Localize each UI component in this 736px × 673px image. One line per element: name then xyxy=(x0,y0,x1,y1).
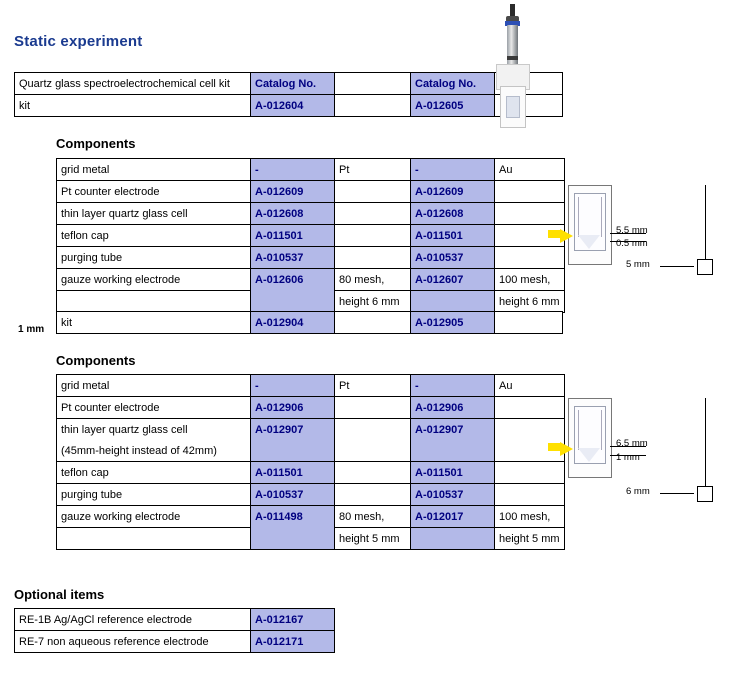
table-cell: Pt xyxy=(335,159,411,181)
table-cell: kit xyxy=(15,95,251,117)
table-cell: - xyxy=(411,375,495,397)
table-cell: A-010537 xyxy=(411,484,495,506)
table-cell: gauze working electrode xyxy=(57,269,251,291)
table-cell: RE-1B Ag/AgCl reference electrode xyxy=(15,609,251,631)
table-row xyxy=(57,484,565,506)
components-table-05mm xyxy=(56,158,565,313)
table-row xyxy=(57,419,565,441)
table-cell: A-012907 xyxy=(251,419,335,441)
cell-diagram-05mm xyxy=(560,185,730,285)
table-cell xyxy=(335,440,411,462)
table-cell xyxy=(411,291,495,313)
optional-items-heading: Optional items xyxy=(14,587,105,602)
table-row xyxy=(15,95,563,117)
table-cell: A-012609 xyxy=(411,181,495,203)
diagram-1mm-dim-a: 6.5 mm xyxy=(616,438,648,449)
table-cell: A-012906 xyxy=(251,397,335,419)
table-row xyxy=(15,631,335,653)
table-cell: A-011501 xyxy=(251,462,335,484)
table-cell xyxy=(495,203,565,225)
diagram-05mm-dim-b: 0.5 mm xyxy=(616,238,648,249)
table-cell: Au xyxy=(495,159,565,181)
diagram-1mm-dim-b: 1 mm xyxy=(616,452,640,463)
table-cell: 100 mesh, xyxy=(495,269,565,291)
table-cell: Pt counter electrode xyxy=(57,181,251,203)
optional-items-table xyxy=(14,608,335,653)
table-cell: A-012907 xyxy=(411,419,495,441)
table-cell: 100 mesh, xyxy=(495,506,565,528)
table-cell: height 5 mm xyxy=(335,528,411,550)
table-row xyxy=(57,225,565,247)
table-row xyxy=(57,506,565,528)
table-cell xyxy=(57,291,251,313)
table-cell xyxy=(335,419,411,441)
table-row xyxy=(57,375,565,397)
table-cell xyxy=(411,528,495,550)
table-cell: A-012604 xyxy=(251,95,335,117)
table-cell xyxy=(335,95,411,117)
table-cell: height 6 mm xyxy=(495,291,565,313)
table-cell: height 5 mm xyxy=(495,528,565,550)
components-table-1mm-body xyxy=(57,375,565,550)
table-cell: A-011501 xyxy=(411,462,495,484)
table-row xyxy=(15,73,563,95)
table-cell: A-012606 xyxy=(251,269,335,291)
table-cell: A-012605 xyxy=(411,95,495,117)
table-cell xyxy=(335,181,411,203)
table-row xyxy=(57,528,565,550)
table-cell xyxy=(335,225,411,247)
table-cell: A-010537 xyxy=(251,484,335,506)
table-cell: A-012905 xyxy=(411,312,495,334)
table-cell: A-010537 xyxy=(251,247,335,269)
table-cell: A-011501 xyxy=(251,225,335,247)
components-table-05mm-body xyxy=(57,159,565,313)
table-cell xyxy=(495,312,563,334)
table-cell: RE-7 non aqueous reference electrode xyxy=(15,631,251,653)
table-cell: A-012171 xyxy=(251,631,335,653)
table-cell: A-012608 xyxy=(411,203,495,225)
table-cell xyxy=(251,528,335,550)
table-cell: A-011501 xyxy=(411,225,495,247)
table-cell: A-012608 xyxy=(251,203,335,225)
table-cell: - xyxy=(411,159,495,181)
table-cell xyxy=(495,247,565,269)
table-cell: teflon cap xyxy=(57,462,251,484)
table-cell xyxy=(411,440,495,462)
table-cell: A-012609 xyxy=(251,181,335,203)
table-cell xyxy=(495,181,565,203)
table-cell: A-012904 xyxy=(251,312,335,334)
table-cell xyxy=(57,528,251,550)
table-row xyxy=(57,291,565,313)
table-cell: teflon cap xyxy=(57,225,251,247)
table-row xyxy=(57,312,563,334)
table-cell: A-012906 xyxy=(411,397,495,419)
table-cell: A-012607 xyxy=(411,269,495,291)
table-cell xyxy=(335,312,411,334)
table-cell: 80 mesh, xyxy=(335,506,411,528)
diagram-05mm-dim-a: 5.5 mm xyxy=(616,225,648,236)
table-cell: gauze working electrode xyxy=(57,506,251,528)
table-cell: A-011498 xyxy=(251,506,335,528)
components-heading-1mm: Components xyxy=(56,353,136,368)
table-row xyxy=(57,397,565,419)
table-cell xyxy=(495,419,565,441)
page-title: Static experiment xyxy=(14,33,143,50)
table-row xyxy=(15,609,335,631)
table-row xyxy=(57,440,565,462)
optional-items-table-body xyxy=(15,609,335,653)
table-cell: A-012167 xyxy=(251,609,335,631)
table-cell: - xyxy=(251,159,335,181)
components-table-1mm xyxy=(56,374,565,550)
table-cell: Catalog No. xyxy=(411,73,495,95)
table-cell: (45mm-height instead of 42mm) xyxy=(57,440,251,462)
kit-table-05mm xyxy=(14,72,563,117)
table-cell: Pt xyxy=(335,375,411,397)
table-cell: grid metal xyxy=(57,159,251,181)
components-heading-05mm: Components xyxy=(56,136,136,151)
table-cell xyxy=(495,397,565,419)
cell-diagram-1mm xyxy=(560,398,730,508)
table-cell xyxy=(335,484,411,506)
table-cell: Pt counter electrode xyxy=(57,397,251,419)
table-cell: A-010537 xyxy=(411,247,495,269)
table-cell xyxy=(335,247,411,269)
diagram-05mm-dim-c: 5 mm xyxy=(626,259,650,270)
table-cell: thin layer quartz glass cell xyxy=(57,419,251,441)
table-cell: purging tube xyxy=(57,247,251,269)
table-row xyxy=(57,203,565,225)
table-cell: kit xyxy=(57,312,251,334)
table-row xyxy=(57,269,565,291)
table-cell xyxy=(251,440,335,462)
kit-table-1mm-body xyxy=(57,312,563,334)
table-cell: Au xyxy=(495,375,565,397)
table-cell: - xyxy=(251,375,335,397)
table-cell: height 6 mm xyxy=(335,291,411,313)
table-row xyxy=(57,462,565,484)
table-cell xyxy=(335,462,411,484)
kit-table-05mm-body xyxy=(15,73,563,117)
table-cell: purging tube xyxy=(57,484,251,506)
table-cell xyxy=(495,462,565,484)
table-cell xyxy=(335,203,411,225)
thickness-label-1mm: 1 mm xyxy=(18,324,45,335)
table-row xyxy=(57,159,565,181)
table-cell: 80 mesh, xyxy=(335,269,411,291)
table-cell: Catalog No. xyxy=(251,73,335,95)
table-row xyxy=(57,181,565,203)
table-cell: thin layer quartz glass cell xyxy=(57,203,251,225)
table-cell xyxy=(251,291,335,313)
kit-table-1mm xyxy=(56,311,563,334)
table-row xyxy=(57,247,565,269)
table-cell xyxy=(335,397,411,419)
table-cell xyxy=(335,73,411,95)
table-cell: grid metal xyxy=(57,375,251,397)
diagram-1mm-dim-c: 6 mm xyxy=(626,486,650,497)
table-cell xyxy=(495,484,565,506)
table-cell: A-012017 xyxy=(411,506,495,528)
electrode-illustration xyxy=(490,4,550,134)
table-cell: Quartz glass spectroelectrochemical cell kit xyxy=(15,73,251,95)
